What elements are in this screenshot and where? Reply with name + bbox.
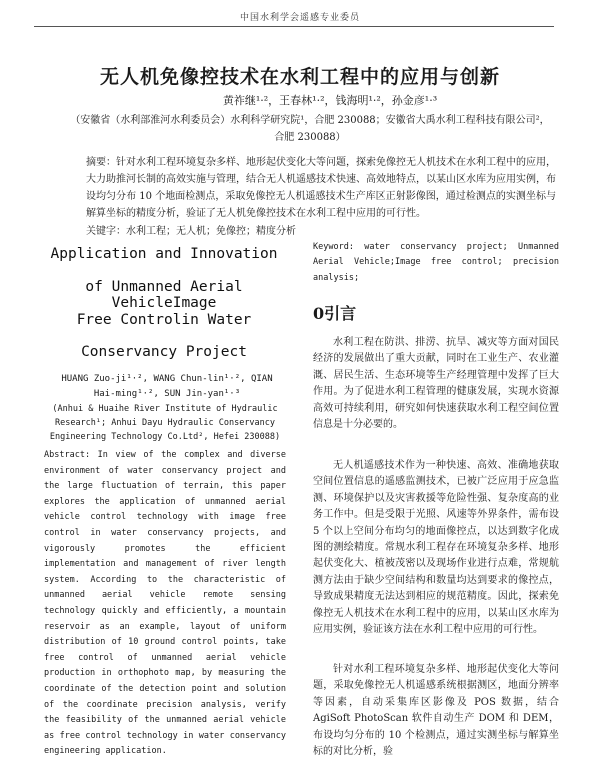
authors-en: HUANG Zuo-ji¹·², WANG Chun-lin¹·², QIAN Hai-ming¹·², SUN Jin-yan¹·³ bbox=[61, 374, 273, 399]
header-divider bbox=[34, 26, 554, 27]
abstract-cn: 摘要：针对水利工程环境复杂多样、地形起伏变化大等问题，探索免像控无人机技术在水利工程中的应用，大力助推河长制的高效实施与管理，结合无人机遥感技术快速、高效地特点，以某山区水库为应用实例，布设均匀分布 10 个地面检测点，采取免像控无人机遥感技术生产库区正射影像图，通过检测点的实测坐标与解算坐标的精度分析，验证了无人机免像控技术在水利工程中应用的可行性。 bbox=[86, 157, 556, 219]
affiliation-cn: （安徽省（水利部淮河水利委员会）水利科学研究院¹，合肥 230088；安徽省大禹水利工程科技有限公司²，合肥 230088） bbox=[70, 115, 550, 143]
paper-title-en-line: Free Controlin Water bbox=[76, 312, 252, 328]
authors-cn: 黄祚继¹·²，王春林¹·²，钱海明¹·²，孙金彦¹·³ bbox=[222, 94, 438, 107]
keywords-en: Keyword: water conservancy project; Unmanned Aerial Vehicle;Image free control; precision analysis; bbox=[313, 242, 559, 283]
abstract-en: Abstract: In view of the complex and diverse environment of water conservancy project and the large fluctuation of terrain, this paper explores the application of unmanned aerial vehicle control technology with image free control in water conservancy projects, and vigorously promotes the efficient implementation and management of river length system. According to the characteristic of unmanned aerial vehicle remote sensing technology quickly and efficiently, a mountain reservoir as an example, layout of uniform distribution of 10 ground control points, take free control of unmanned aerial vehicle production in orthophoto map, by measuring the coordinate of the detection point and solution of the coordinate precision analysis, verify the feasibility of the unmanned aerial vehicle as free control technology in water conservancy engineering application. bbox=[44, 450, 286, 757]
paper-title-en-line: Application and Innovation bbox=[50, 246, 278, 262]
keywords-cn: 关键字：水利工程；无人机；免像控；精度分析 bbox=[86, 226, 296, 237]
body-paragraph: 针对水利工程环境复杂多样、地形起伏变化大等问题，采取免像控无人机遥感系统根据测区，地面分辨率等因素，自动采集库区影像及 POS 数据，结合 AgiSoft PhotoScan 软件自动生产 DOM 和 DEM，布设均匀分布的 10 个检测点，通过实测坐标与解算坐标的对比分析，验 bbox=[313, 664, 559, 758]
affiliation-en: (Anhui & Huaihe River Institute of Hydraulic Research¹; Anhui Dayu Hydraulic Conservancy Engineering Technology Co.Ltd², Hefei 230088) bbox=[49, 404, 281, 442]
paper-title-cn: 无人机免像控技术在水利工程中的应用与创新 bbox=[99, 66, 500, 88]
paper-title-en-line: Conservancy Project bbox=[81, 344, 247, 360]
body-paragraph: 水利工程在防洪、排涝、抗旱、减灾等方面对国民经济的发展做出了重大贡献，同时在工业生产、农业灌溉、居民生活、生态环境等生产经理管理中发挥了巨大作用。为了促进水利工程管理的健康发展，实现水资源高效可持续利用，研究如何快速获取水利工程空间位置信息是十分必要的。 bbox=[313, 337, 559, 431]
body-paragraph: 无人机遥感技术作为一种快速、高效、准确地获取空间位置信息的遥感监测技术，已被广泛应用于应急监测、环境保护以及灾害救援等危险性强、复杂度高的业务工作中。但是受限于光照、风速等外界条件，需布设 5 个以上空间分布均匀的地面像控点，以达到数字化成图的测绘精度。常规水利工程存在环境复杂多样、地形起伏变化大、植被茂密以及现场作业进行点难，常规航测方法由于缺少空间结构和数量均达到要求的像控点，导致成果精度无法达到相应的规范精度。因此，探索免像控无人机技术在水利工程中的应用，以某山区水库为应用实例，验证该方法在水利工程中应用的可行性。 bbox=[313, 460, 559, 636]
section-heading-introduction: 0引言 bbox=[313, 304, 357, 323]
paper-title-en-line: of Unmanned Aerial VehicleImage bbox=[85, 279, 243, 311]
running-header: 中国水利学会遥感专业委员 bbox=[239, 13, 360, 23]
